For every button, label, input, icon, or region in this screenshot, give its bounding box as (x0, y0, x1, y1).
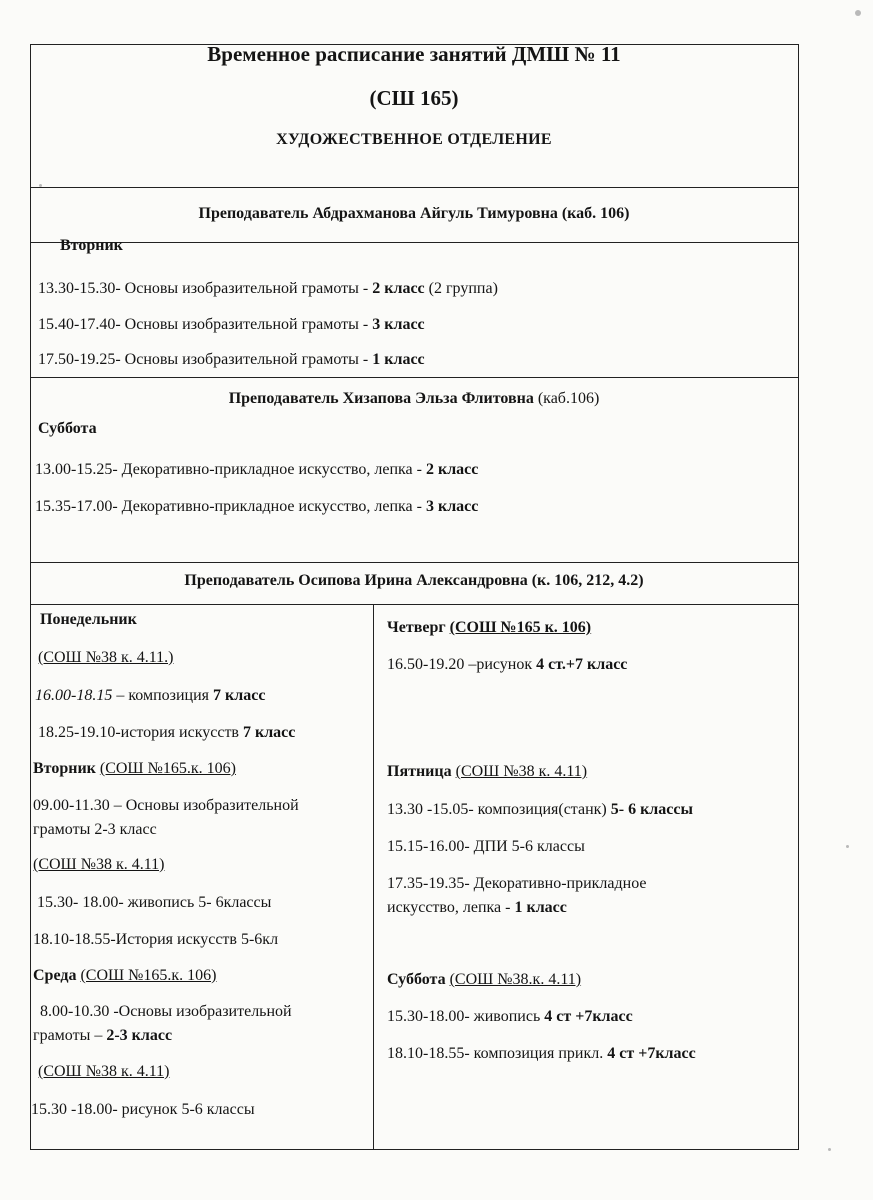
scan-speck (846, 845, 849, 848)
divider-teacher1-header (30, 242, 798, 243)
lesson-row-cont: грамоты – 2-3 класс (33, 1027, 173, 1044)
lesson-row-cont: грамоты 2-3 класс (33, 821, 157, 838)
lesson-row: 15.30-18.00- живопись 4 ст +7класс (387, 1008, 633, 1025)
lesson-row: 15.15-16.00- ДПИ 5-6 классы (387, 838, 585, 855)
lesson-row: 15.35-17.00- Декоративно-прикладное искусство, лепка - 3 класс (35, 498, 479, 515)
tuesday-location-2: (СОШ №38 к. 4.11) (33, 856, 165, 873)
lesson-row: 15.30- 18.00- живопись 5- 6классы (37, 894, 272, 911)
document-title: Временное расписание занятий ДМШ № 11 (207, 42, 621, 66)
monday-location: (СОШ №38 к. 4.11.) (38, 649, 174, 666)
lesson-row: 18.25-19.10-история искусств 7 класс (38, 724, 296, 741)
lesson-row: 16.50-19.20 –рисунок 4 ст.+7 класс (387, 656, 628, 673)
wednesday-location-2: (СОШ №38 к. 4.11) (38, 1063, 170, 1080)
lesson-row: 13.30 -15.05- композиция(станк) 5- 6 классы (387, 801, 693, 818)
divider-teacher2 (30, 377, 798, 378)
scan-speck (855, 10, 861, 16)
lesson-row: 15.40-17.40- Основы изобразительной грамоты - 3 класс (38, 316, 425, 333)
teacher2-day: Суббота (38, 420, 97, 437)
lesson-row: 13.30-15.30- Основы изобразительной грамоты - 2 класс (2 группа) (38, 280, 498, 297)
lesson-row: 18.10-18.55-История искусств 5-6кл (33, 931, 279, 948)
lesson-row: 13.00-15.25- Декоративно-прикладное искусство, лепка - 2 класс (35, 461, 479, 478)
lesson-row: 17.50-19.25- Основы изобразительной грамоты - 1 класс (38, 351, 425, 368)
lesson-row-cont: искусство, лепка - 1 класс (387, 899, 567, 916)
tuesday-heading: Вторник (СОШ №165.к. 106) (33, 760, 236, 777)
divider-header (30, 187, 798, 188)
column-divider (373, 604, 374, 1149)
lesson-row: 17.35-19.35- Декоративно-прикладное (387, 875, 647, 892)
divider-teacher3-header (30, 604, 798, 605)
monday-label: Понедельник (40, 611, 137, 628)
lesson-row: 18.10-18.55- композиция прикл. 4 ст +7класс (387, 1045, 696, 1062)
teacher2-header: Преподаватель Хизапова Эльза Флитовна (каб.106) (228, 390, 600, 407)
scan-speck (828, 1148, 831, 1151)
department-heading: ХУДОЖЕСТВЕННОЕ ОТДЕЛЕНИЕ (276, 131, 552, 148)
wednesday-heading: Среда (СОШ №165.к. 106) (33, 967, 217, 984)
lesson-row: 8.00-10.30 -Основы изобразительной (40, 1003, 292, 1020)
friday-heading: Пятница (СОШ №38 к. 4.11) (387, 763, 588, 780)
teacher1-day: Вторник (60, 237, 123, 254)
saturday-heading: Суббота (СОШ №38.к. 4.11) (387, 971, 582, 988)
divider-teacher3 (30, 562, 798, 563)
lesson-row: 09.00-11.30 – Основы изобразительной (33, 797, 299, 814)
teacher3-header: Преподаватель Осипова Ирина Александровна (к. 106, 212, 4.2) (184, 572, 644, 589)
teacher1-header: Преподаватель Абдрахманова Айгуль Тимуровна (каб. 106) (198, 205, 630, 222)
lesson-row: 16.00-18.15 – композиция 7 класс (35, 687, 266, 704)
thursday-heading: Четверг (СОШ №165 к. 106) (387, 619, 592, 636)
scan-speck (39, 184, 42, 187)
document-subtitle: (СШ 165) (369, 86, 459, 110)
lesson-row: 15.30 -18.00- рисунок 5-6 классы (31, 1101, 255, 1118)
